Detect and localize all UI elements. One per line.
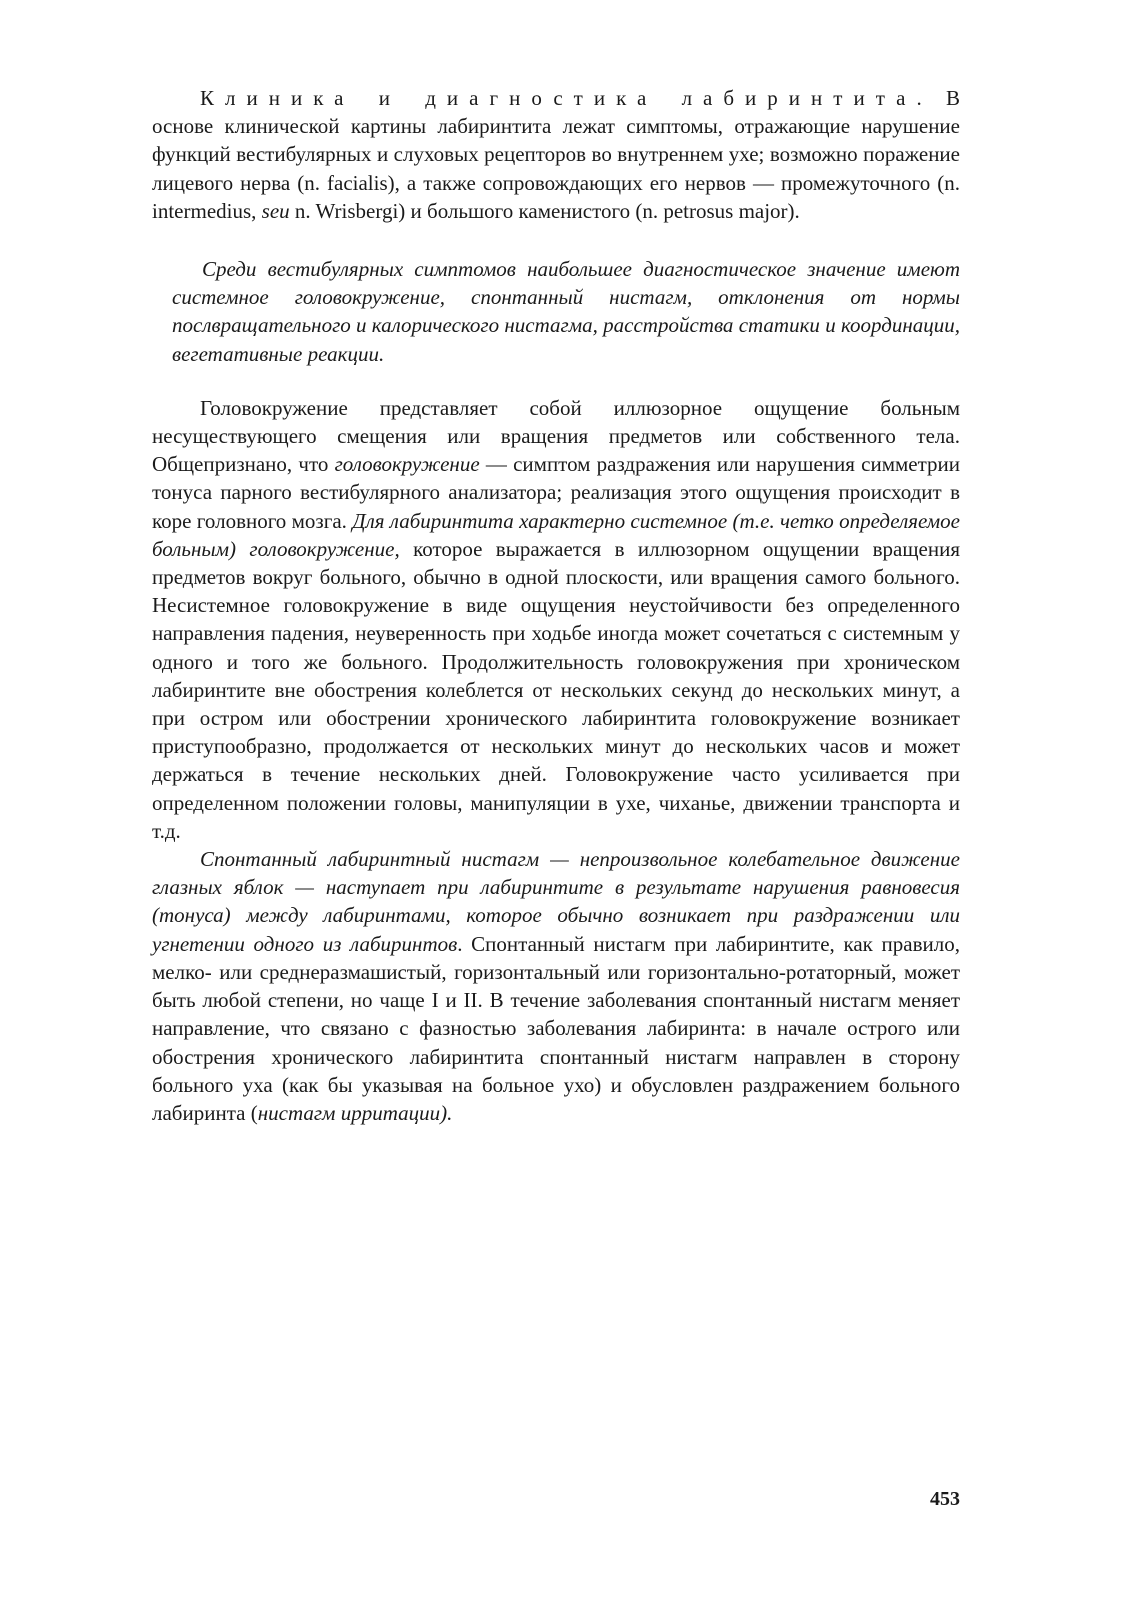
paragraph-nystagmus-term: нистагм ирритации). [257, 1100, 453, 1125]
paragraph-vertigo-part-e: которое выражается в иллюзорном ощущении вращения предметов вокруг больного, обычно в одной плоскости, или вращения самого больного. Несистемное головокружение в виде ощущения неустойчивости без определенного направления падения, неуверенность при ходьбе иногда может сочетаться с системным у одного и того же больного. Продолжительность головокружения при хроническом лабиринтите вне обострения колеблется от нескольких секунд до нескольких минут, а при остром или обострении хронического лабиринтита головокружение возникает приступообразно, продолжается от нескольких минут до нескольких часов и может держаться в течение нескольких дней. Головокружение часто усиливается при определенном положении головы, манипуляции в ухе, чиханье, движении транспорта и т.д. [152, 536, 961, 843]
section-heading: Клиника и диагностика лабиринтита. [200, 86, 933, 110]
paragraph-intro [152, 84, 960, 225]
paragraph-nystagmus [152, 845, 960, 1127]
paragraph-intro-tail: n. Wrisbergi) и большого каменистого (n. petrosus major). [289, 198, 800, 223]
page-number: 453 [930, 1488, 960, 1510]
paragraph-nystagmus-body: . Спонтанный нистагм при лабиринтите, как правило, мелко- или среднеразмашистый, горизонтальный или горизонтально-ротаторный, может быть любой степени, но чаще I и II. В течение заболевания спонтанный нистагм меняет направление, что связано с фазностью заболевания лабиринта: в начале острого или обострения хронического лабиринтита спонтанный нистагм направлен в сторону больного уха (как бы указывая на больное ухо) и обусловлен раздражением больного лабиринта ( [152, 931, 960, 1125]
paragraph-vertigo-part-c: — симптом раздражения или нарушения симметрии тонуса парного вестибулярного анализатора; реализация этого ощущения происходит в коре головного мозга. [152, 452, 960, 533]
paragraph-vertigo-emphasis: Для лабиринтита характерно системное (т.е. четко определяемое больным) головокружение, [152, 508, 961, 561]
paragraph-vertigo-part-a: Головокружение представляет собой иллюзорное ощущение больным несуществующего смещения или вращения предметов или собственного тела. Общепризнано, что [152, 395, 960, 477]
latin-seu: seu [261, 198, 290, 223]
text-column [152, 84, 960, 1127]
paragraph-vertigo [152, 394, 960, 845]
italic-lead-block: Среди вестибулярных симптомов наибольшее диагностическое значение имеют системное головокружение, спонтанный нистагм, отклонения от нормы послвращательного и калорического нистагма, расстройства статики и координации, вегетативные реакции. [172, 257, 960, 366]
paragraph-intro-text: В основе клинической картины лабиринтита лежат симптомы, отражающие нарушение функций вестибулярных и слуховых рецепторов во внутреннем ухе; возможно поражение лицевого нерва (n. facialis), а также сопровождающих его нервов — промежуточного (n. intermedius, [152, 86, 961, 223]
paragraph-nystagmus-definition: Спонтанный лабиринтный нистагм — непроизвольное колебательное движение глазных яблок — наступает при лабиринтите в результате нарушения равновесия (тонуса) между лабиринтами, которое обычно возникает при раздражении или угнетении одного из лабиринтов [152, 847, 960, 956]
paragraph-vertigo-term: головокружение [334, 452, 480, 477]
